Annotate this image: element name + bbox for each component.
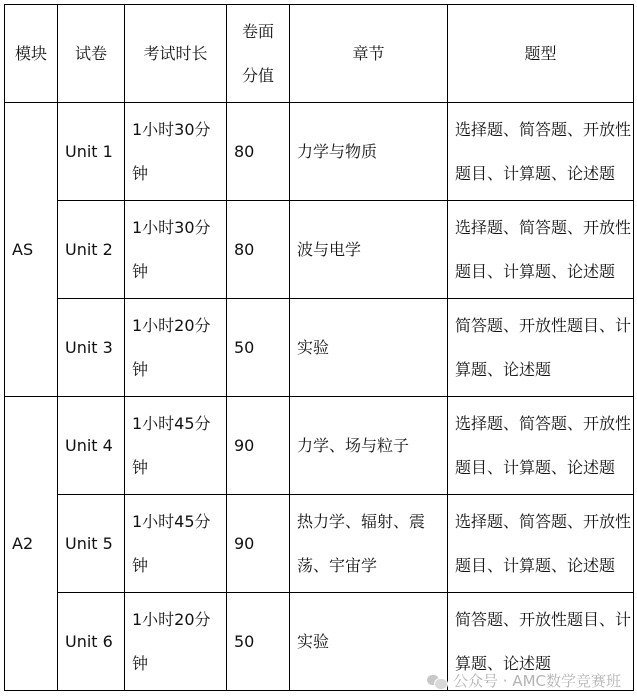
chapter-text: 热力学、辐射、震荡、宇宙学 bbox=[297, 511, 426, 575]
duration-text: 1小时45分钟 bbox=[132, 413, 211, 477]
table-row bbox=[5, 397, 634, 495]
unit-cell: Unit 6 bbox=[58, 593, 125, 691]
header-module: 模块 bbox=[5, 5, 58, 103]
duration-cell bbox=[125, 103, 227, 201]
chapter-text: 实验 bbox=[297, 631, 330, 651]
duration-cell bbox=[125, 397, 227, 495]
wechat-icon bbox=[427, 673, 447, 689]
score-cell: 50 bbox=[227, 299, 290, 397]
header-row bbox=[5, 5, 634, 103]
watermark-text: 公众号 · AMC数学竞赛班 bbox=[453, 672, 621, 690]
module-cell: AS bbox=[5, 103, 58, 397]
header-paper: 试卷 bbox=[58, 5, 125, 103]
unit-cell: Unit 3 bbox=[58, 299, 125, 397]
types-text: 选择题、简答题、开放性题目、计算题、论述题 bbox=[455, 119, 632, 183]
exam-structure-table bbox=[4, 4, 634, 691]
duration-cell bbox=[125, 593, 227, 691]
duration-text: 1小时45分钟 bbox=[132, 511, 211, 575]
watermark bbox=[427, 670, 621, 691]
types-text: 简答题、开放性题目、计算题、论述题 bbox=[455, 315, 632, 379]
header-chapter: 章节 bbox=[290, 5, 448, 103]
types-cell bbox=[448, 201, 634, 299]
chapter-cell bbox=[290, 201, 448, 299]
unit-cell: Unit 4 bbox=[58, 397, 125, 495]
chapter-cell bbox=[290, 593, 448, 691]
types-text: 简答题、开放性题目、计算题、论述题 bbox=[455, 609, 632, 673]
unit-cell: Unit 2 bbox=[58, 201, 125, 299]
unit-cell: Unit 1 bbox=[58, 103, 125, 201]
duration-text: 1小时20分钟 bbox=[132, 315, 211, 379]
duration-cell bbox=[125, 201, 227, 299]
types-text: 选择题、简答题、开放性题目、计算题、论述题 bbox=[455, 413, 632, 477]
score-cell: 90 bbox=[227, 397, 290, 495]
header-types: 题型 bbox=[448, 5, 634, 103]
score-cell: 90 bbox=[227, 495, 290, 593]
types-cell bbox=[448, 397, 634, 495]
duration-text: 1小时30分钟 bbox=[132, 217, 211, 281]
duration-text: 1小时30分钟 bbox=[132, 119, 211, 183]
chapter-text: 力学与物质 bbox=[297, 141, 378, 161]
chapter-cell bbox=[290, 495, 448, 593]
duration-cell bbox=[125, 299, 227, 397]
types-cell bbox=[448, 299, 634, 397]
table-row bbox=[5, 103, 634, 201]
types-cell bbox=[448, 495, 634, 593]
table-row bbox=[5, 495, 634, 593]
header-score bbox=[227, 5, 290, 103]
types-text: 选择题、简答题、开放性题目、计算题、论述题 bbox=[455, 217, 632, 281]
score-cell: 50 bbox=[227, 593, 290, 691]
chapter-cell bbox=[290, 103, 448, 201]
header-score-line2: 分值 bbox=[241, 65, 274, 85]
score-cell: 80 bbox=[227, 103, 290, 201]
score-cell: 80 bbox=[227, 201, 290, 299]
chapter-text: 力学、场与粒子 bbox=[297, 435, 410, 455]
unit-cell: Unit 5 bbox=[58, 495, 125, 593]
types-text: 选择题、简答题、开放性题目、计算题、论述题 bbox=[455, 511, 632, 575]
types-cell bbox=[448, 103, 634, 201]
duration-text: 1小时20分钟 bbox=[132, 609, 211, 673]
table-row bbox=[5, 201, 634, 299]
chapter-text: 波与电学 bbox=[297, 239, 362, 259]
chapter-cell bbox=[290, 299, 448, 397]
table-row bbox=[5, 299, 634, 397]
duration-cell bbox=[125, 495, 227, 593]
header-score-line1: 卷面 bbox=[241, 21, 274, 41]
chapter-cell bbox=[290, 397, 448, 495]
chapter-text: 实验 bbox=[297, 337, 330, 357]
header-duration: 考试时长 bbox=[125, 5, 227, 103]
module-cell: A2 bbox=[5, 397, 58, 691]
